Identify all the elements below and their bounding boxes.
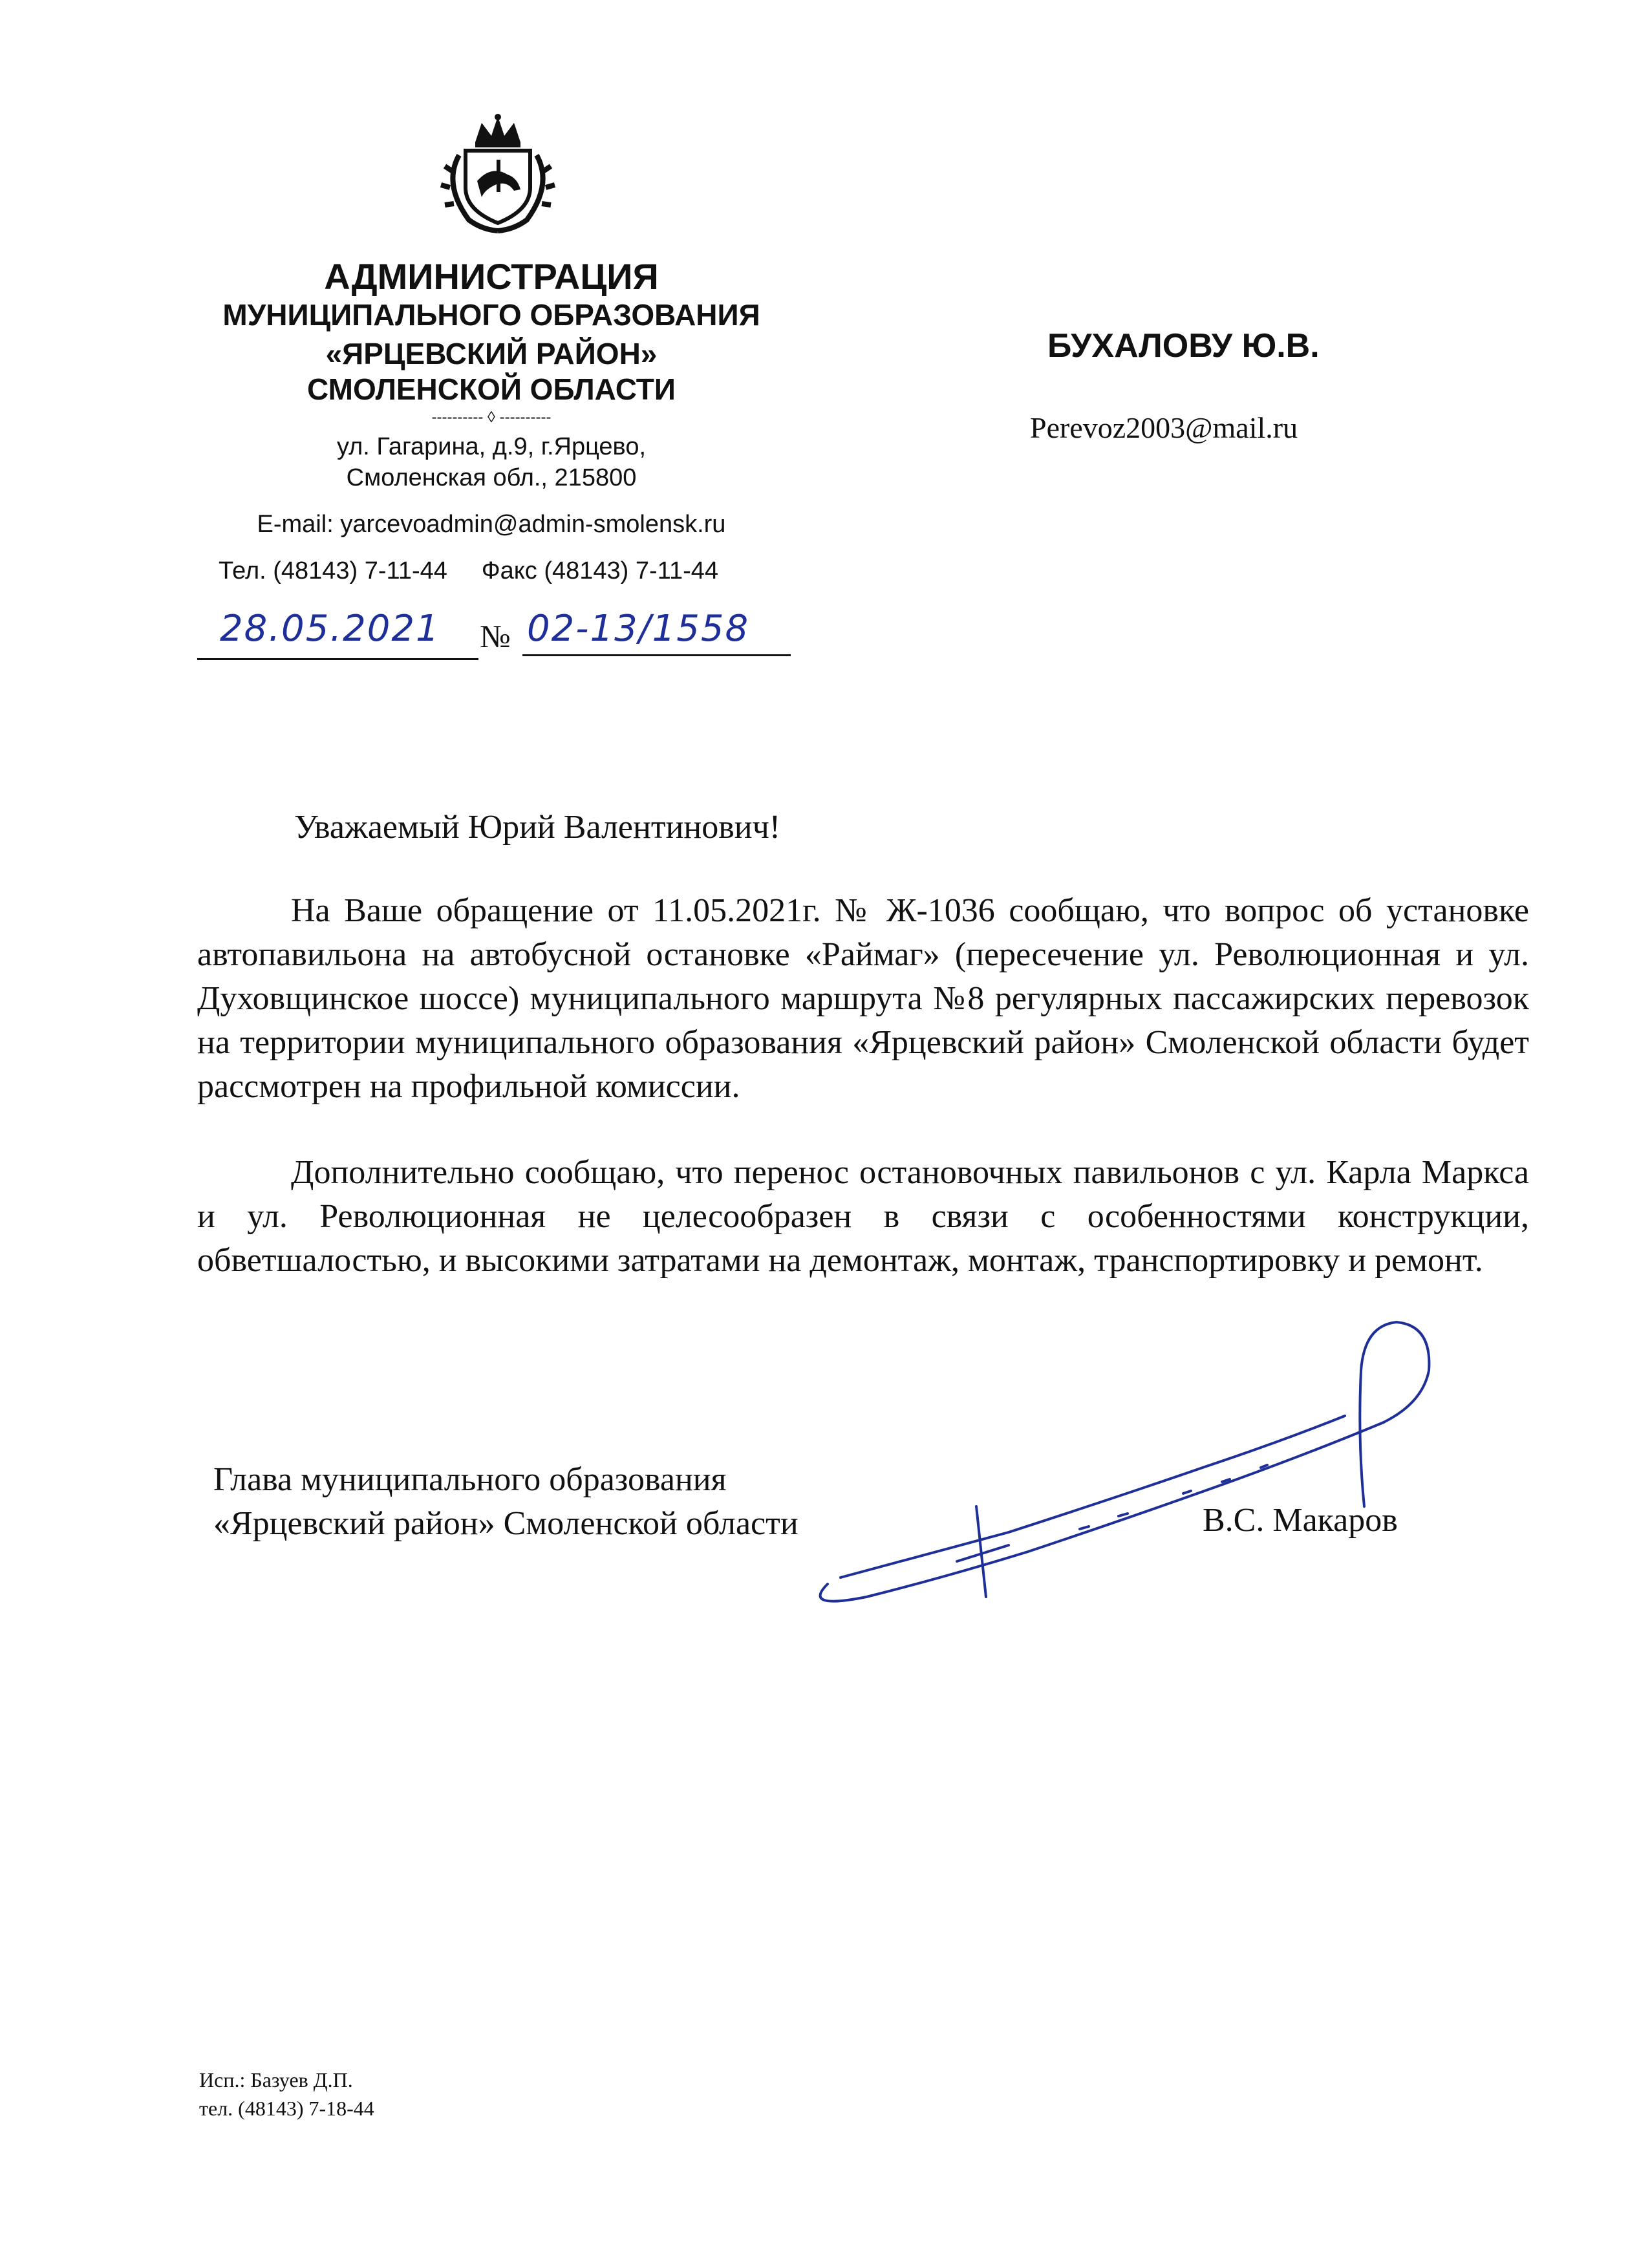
handwritten-reg-number: 02-13/1558 — [527, 608, 750, 650]
number-sign: № — [480, 618, 511, 654]
org-name-line1: АДМИНИСТРАЦИЯ — [324, 256, 659, 297]
sender-address-line2: Смоленская обл., 215800 — [346, 464, 637, 491]
handwritten-date: 28.05.2021 — [220, 608, 440, 650]
org-name-line3: «ЯРЦЕВСКИЙ РАЙОН» — [325, 337, 658, 370]
executor-phone: тел. (48143) 7-18-44 — [199, 2097, 374, 2120]
org-name-line2: МУНИЦИПАЛЬНОГО ОБРАЗОВАНИЯ — [222, 298, 760, 332]
sender-address-line1: ул. Гагарина, д.9, г.Ярцево, — [336, 433, 647, 460]
recipient-email: Perevoz2003@mail.ru — [1030, 411, 1298, 444]
signer-position — [213, 1458, 798, 1546]
signer-position-line2: «Ярцевский район» Смоленской области — [213, 1505, 798, 1542]
executor-info — [199, 2066, 374, 2123]
date-underline — [197, 658, 478, 660]
signer-position-line1: Глава муниципального образования — [213, 1461, 727, 1498]
body-paragraph-2: Дополнительно сообщаю, что перенос остановочных павильонов с ул. Карла Маркса и ул. Революционная не целесообразен в связи с особенностями конструкции, обветшалостью, и высокими затратами на демонтаж, монтаж, транспортировку и ремонт. — [197, 1154, 1529, 1279]
header-separator: ---------- ◊ ---------- — [431, 409, 552, 426]
signer-name: В.С. Макаров — [1203, 1502, 1398, 1539]
coat-of-arms-icon — [420, 113, 575, 236]
sender-phone-fax: Тел. (48143) 7-11-44 Факс (48143) 7-11-44 — [219, 557, 719, 584]
executor-name: Исп.: Базуев Д.П. — [199, 2068, 353, 2091]
salutation: Уважаемый Юрий Валентинович! — [294, 809, 781, 846]
sender-email: E-mail: yarcevoadmin@admin-smolensk.ru — [257, 511, 726, 538]
recipient-name: БУХАЛОВУ Ю.В. — [1047, 327, 1320, 365]
org-name-line4: СМОЛЕНСКОЙ ОБЛАСТИ — [307, 372, 676, 406]
body-paragraph-1: На Ваше обращение от 11.05.2021г. № Ж-1036 сообщаю, что вопрос об установке автопавильона на автобусной остановке «Раймаг» (пересечение ул. Революционная и ул. Духовщинское шоссе) муниципального маршрута №8 регулярных пассажирских перевозок на территории муниципального образования «Ярцевский район» Смоленской области будет рассмотрен на профильной комиссии. — [197, 892, 1529, 1105]
number-underline — [522, 654, 791, 656]
handwritten-signature — [815, 1312, 1461, 1616]
